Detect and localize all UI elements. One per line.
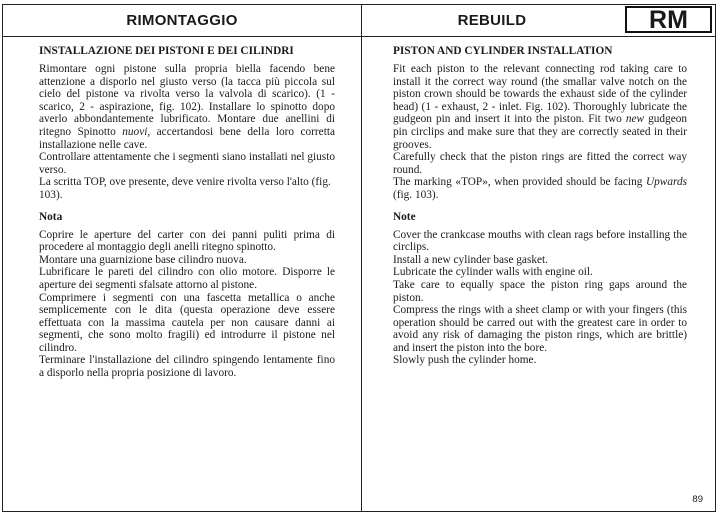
english-paragraph-3: The marking «TOP», when provided should be facing Upwards (fig. 103). [393, 176, 687, 201]
english-note-3: Lubricate the cylinder walls with engine oil. [393, 266, 593, 279]
english-emphasis-upwards: Upwards [645, 176, 687, 189]
english-emphasis-new: new [625, 113, 645, 126]
italian-note-3: Lubrificare le pareti del cilindro con olio motore. Disporre le aperture dei segmenti sfalsate attorno al pistone. [39, 266, 335, 291]
italian-note-heading: Nota [39, 210, 63, 223]
english-note-4: Take care to equally space the piston ring gaps around the piston. [393, 278, 687, 304]
italian-paragraph-3: La scritta TOP, ove presente, deve venire rivolta verso l'alto (fig. 103). [39, 176, 331, 201]
english-heading: PISTON AND CYLINDER INSTALLATION [393, 45, 613, 57]
italian-note-2: Montare una guarnizione base cilindro nuova. [39, 253, 247, 266]
italian-heading: INSTALLAZIONE DEI PISTONI E DEI CILINDRI [39, 45, 294, 57]
english-paragraph-2: Carefully check that the piston rings are fitted the correct way round. [393, 151, 687, 176]
italian-emphasis-nuovi: nuovi [122, 125, 148, 138]
italian-note-1: Coprire le aperture del carter con dei panni puliti prima di procedere al montaggio degli anelli ritegno spinotto. [39, 228, 335, 254]
english-note-1: Cover the crankcase mouths with clean rags before installing the circlips. [393, 228, 687, 254]
italian-section-title: RIMONTAGGIO [126, 12, 238, 29]
italian-paragraph-1: Rimontare ogni pistone sulla propria biella facendo bene attenzione a disporlo nel giusto verso (la tacca più piccola sul cielo del pistone va rivolta verso la valvola di scarico). (1 -scarico, 2 - aspirazione, fig. 102). Installare lo spinotto dopo averlo abbondantemente lubrificato. Montare due anellini di ritegno Spinotto nuovi, accertandosi bene della loro corretta installazione nelle cave. [39, 63, 335, 151]
english-paragraph-1: Fit each piston to the relevant connecting rod taking care to install it the correct way round (the smallar valve notch on the piston crown should be towards the exhaust side of the cylinder head) (1 - exhaust, 2 - inlet. Fig. 102). Thoroughly lubricate the gudgeon pin and insert it into the piston. Fit two new gudgeon pin circlips and make sure that they are correctly seated in their grooves. [393, 63, 688, 151]
italian-note-5: Terminare l'installazione del cilindro spingendo lentamente fino a disporlo nella propria posizione di lavoro. [39, 354, 335, 380]
english-note-6: Slowly push the cylinder home. [393, 354, 537, 367]
english-note-2: Install a new cylinder base gasket. [393, 253, 548, 266]
english-column [393, 45, 687, 367]
manual-page [2, 4, 716, 512]
english-section-title: REBUILD [457, 12, 527, 29]
english-note-5: Compress the rings with a sheet clamp or with your fingers (this operation should be carred out with the greatest care in order to avoid any risk of damaging the piston rings, which are brittle) and insert the piston into the bore. [393, 304, 687, 354]
italian-column [39, 45, 335, 380]
column-divider [361, 5, 362, 511]
english-note-heading: Note [393, 210, 416, 223]
italian-paragraph-2: Controllare attentamente che i segmenti siano installati nel giusto verso. [39, 151, 335, 176]
header-bar [3, 5, 715, 37]
page-number: 89 [692, 494, 703, 505]
section-code-badge: RM [625, 6, 712, 33]
italian-note-4: Comprimere i segmenti con una fascetta metallica o anche semplicemente con le dita (questa operazione deve essere effettuata con la massima cautela per non causare danni ai segmenti, che sono molto fragili) ed introdurre il pistone nel cilindro. [39, 291, 335, 354]
